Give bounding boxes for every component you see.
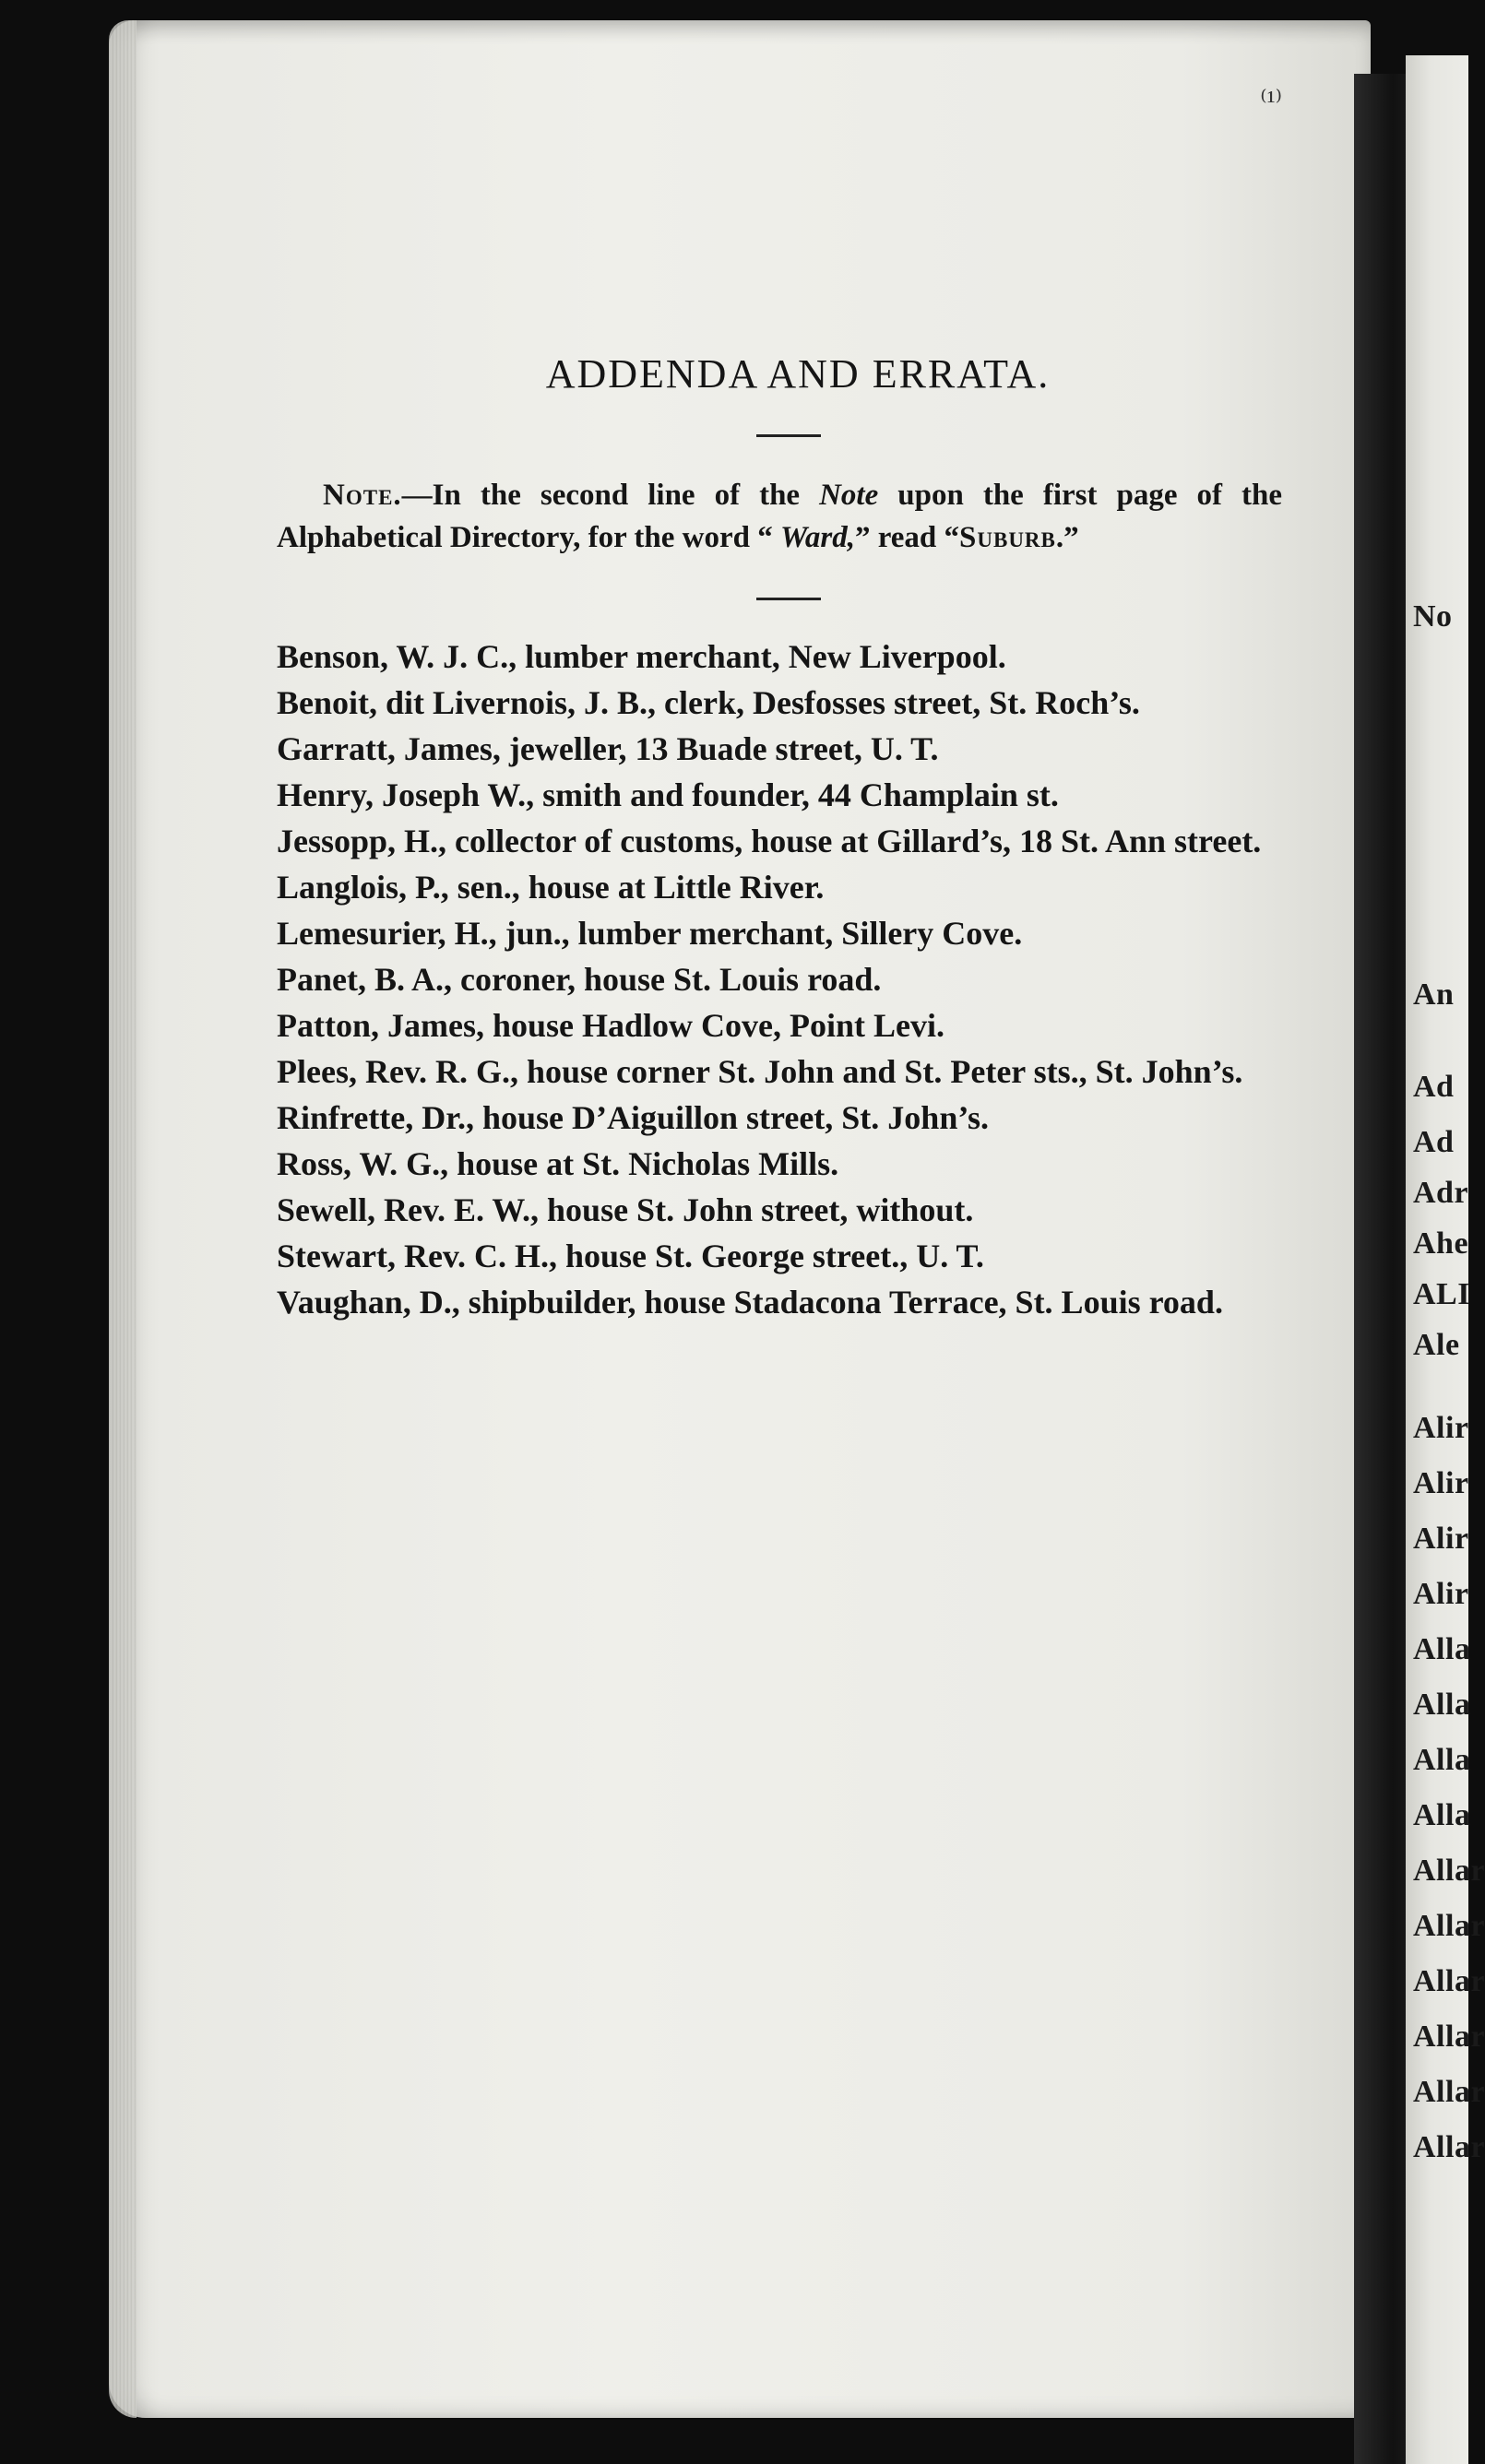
directory-entry: Vaughan, D., shipbuilder, house Stadacona Terrace, St. Louis road. xyxy=(277,1284,1223,1321)
directory-entry: Panet, B. A., coroner, house St. Louis road. xyxy=(277,961,882,998)
facing-page-fragment: Allar xyxy=(1413,1964,1485,1998)
facing-page-fragment: Allar xyxy=(1413,1854,1485,1888)
facing-page-fragment: Alir xyxy=(1413,1577,1469,1611)
directory-entry: Stewart, Rev. C. H., house St. George street., U. T. xyxy=(277,1238,984,1274)
facing-page-fragment: Adr xyxy=(1413,1176,1469,1210)
directory-entry: Plees, Rev. R. G., house corner St. John and St. Peter sts., St. John’s. xyxy=(277,1053,1243,1090)
facing-page-fragment: Ad xyxy=(1413,1125,1455,1159)
facing-page-fragment: Alla xyxy=(1413,1632,1471,1666)
directory-entry: Langlois, P., sen., house at Little River. xyxy=(277,869,825,906)
facing-page-fragment: Alla xyxy=(1413,1743,1471,1777)
divider-rule xyxy=(756,598,821,600)
note-text-before: —In the second line of the xyxy=(401,479,820,512)
facing-page-fragment: Alla xyxy=(1413,1688,1471,1722)
facing-page-fragment: Allar xyxy=(1413,2020,1485,2054)
facing-page-fragment: ALI xyxy=(1413,1277,1470,1311)
note-text-middle: upon the first page of the Alphabetical Directory, for the word “ xyxy=(277,479,1282,554)
note-word-suburb: Suburb xyxy=(959,521,1056,554)
note-text-end: .” xyxy=(1055,521,1079,554)
directory-entry: Henry, Joseph W., smith and founder, 44 Champlain st. xyxy=(277,776,1059,813)
directory-entry: Benson, W. J. C., lumber merchant, New Liverpool. xyxy=(277,638,1006,675)
facing-page-fragment: Allar xyxy=(1413,2075,1485,2109)
page-corner-mark: ⁽¹⁾ xyxy=(1260,86,1282,116)
directory-entry: Ross, W. G., house at St. Nicholas Mills. xyxy=(277,1145,839,1182)
directory-entry: Rinfrette, Dr., house D’Aiguillon street, St. John’s. xyxy=(277,1099,989,1136)
directory-entry: Garratt, James, jeweller, 13 Buade street, U. T. xyxy=(277,730,939,767)
directory-entry: Lemesurier, H., jun., lumber merchant, Sillery Cove. xyxy=(277,915,1023,952)
facing-page-fragment: Alir xyxy=(1413,1522,1469,1556)
note-word-ward: Ward, xyxy=(779,521,855,554)
page-content xyxy=(277,350,1282,1327)
facing-page-fragment: Ale xyxy=(1413,1328,1460,1362)
facing-page-fragment: Allar xyxy=(1413,1909,1485,1943)
facing-page-fragment: Allar xyxy=(1413,2130,1485,2164)
note-word-note: Note xyxy=(819,479,879,512)
note-text-after: ” read “ xyxy=(854,521,960,554)
facing-page xyxy=(1406,55,1485,2464)
directory-entry: Jessopp, H., collector of customs, house at Gillard’s, 18 St. Ann street. xyxy=(277,823,1262,859)
facing-page-fragment: Ahe xyxy=(1413,1226,1469,1261)
directory-entry: Sewell, Rev. E. W., house St. John street, without. xyxy=(277,1191,974,1228)
facing-page-fragment: Alla xyxy=(1413,1798,1471,1832)
page-title: ADDENDA AND ERRATA. xyxy=(545,351,1051,397)
facing-page-fragment: An xyxy=(1413,977,1455,1012)
directory-entry: Patton, James, house Hadlow Cove, Point Levi. xyxy=(277,1007,944,1044)
divider-rule xyxy=(756,434,821,437)
directory-entry: Benoit, dit Livernois, J. B., clerk, Desfosses street, St. Roch’s. xyxy=(277,684,1140,721)
directory-entries xyxy=(277,635,1282,1323)
note-paragraph xyxy=(277,474,1282,559)
note-label: Note. xyxy=(323,479,402,512)
facing-page-fragment: No xyxy=(1413,599,1453,634)
facing-page-fragment: Alir xyxy=(1413,1466,1469,1500)
facing-page-fragment: Alir xyxy=(1413,1411,1469,1445)
facing-page-fragment: Ad xyxy=(1413,1070,1455,1104)
